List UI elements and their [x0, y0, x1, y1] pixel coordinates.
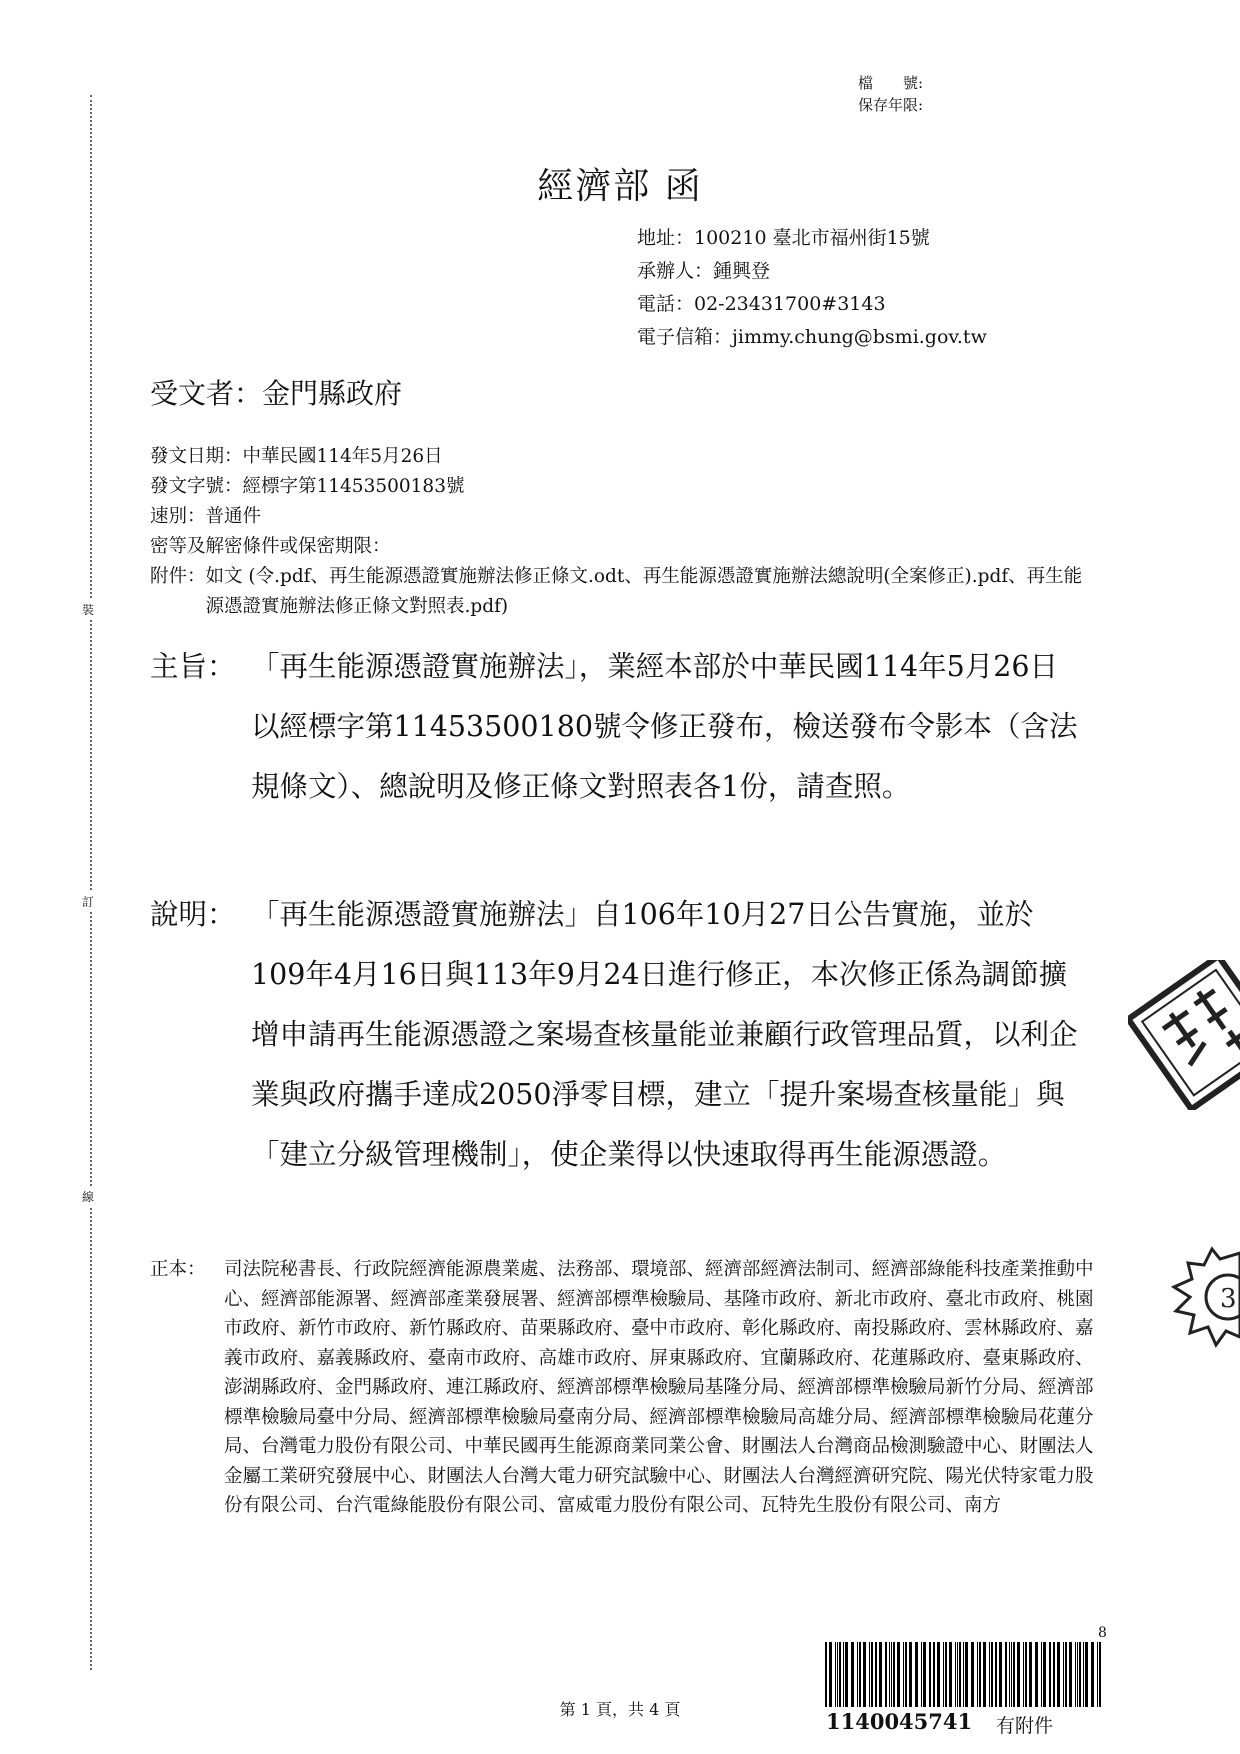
barcode-number: 1140045741 — [826, 1709, 973, 1734]
cc-key: 正本： — [150, 1259, 206, 1280]
page-seal-icon — [1168, 1245, 1240, 1355]
handler-line: 承辦人：鍾興登 — [637, 260, 771, 282]
contact-block — [637, 222, 987, 354]
address-line: 地址：100210 臺北市福州街15號 — [637, 227, 930, 249]
explanation-section — [150, 885, 1108, 1185]
binding-char-zhuang: 裝 — [82, 600, 94, 620]
file-number-label: 檔 號: — [858, 74, 924, 92]
speed-class: 速別：普通件 — [150, 506, 262, 527]
cc-text: 司法院秘書長、行政院經濟能源農業處、法務部、環境部、經濟部經濟法制司、經濟部綠能科技產業推動中心、經濟部能源署、經濟部產業發展署、經濟部標準檢驗局、基隆市政府、新北市政府、臺北市政府、桃園市政府、新竹市政府、新竹縣政府、苗栗縣政府、臺中市政府、彰化縣政府、南投縣政府、雲林縣政府、嘉義市政府、嘉義縣政府、臺南市政府、高雄市政府、屏東縣政府、宜蘭縣政府、花蓮縣政府、臺東縣政府、澎湖縣政府、金門縣政府、連江縣政府、經濟部標準檢驗局基隆分局、經濟部標準檢驗局新竹分局、經濟部標準檢驗局臺中分局、經濟部標準檢驗局臺南分局、經濟部標準檢驗局高雄分局、經濟部標準檢驗局花蓮分局、台灣電力股份有限公司、中華民國再生能源商業同業公會、財團法人台灣商品檢測驗證中心、財團法人金屬工業研究發展中心、財團法人台灣大電力研究試驗中心、財團法人台灣經濟研究院、陽光伏特家電力股份有限公司、台汽電綠能股份有限公司、富威電力股份有限公司、瓦特先生股份有限公司、南方 — [224, 1259, 1094, 1516]
cc-section — [150, 1255, 1110, 1521]
subject-key: 主旨： — [150, 650, 236, 683]
file-meta — [858, 72, 923, 116]
document-title: 經濟部 函 — [537, 166, 703, 207]
seal-page-digit: 3 — [1220, 1284, 1237, 1314]
page-number: 第 1 頁，共 4 頁 — [559, 1700, 681, 1719]
explanation-key: 說明： — [150, 898, 236, 931]
binding-char-xian: 線 — [82, 1187, 94, 1207]
document-meta — [150, 442, 1084, 622]
recipient: 受文者：金門縣政府 — [150, 377, 403, 410]
explanation-text: 「再生能源憑證實施辦法」自106年10月27日公告實施，並於109年4月16日與113年9月24日進行修正，本次修正係為調節擴增申請再生能源憑證之案場查核量能並兼顧行政管理品質，以利企業與政府攜手達成2050淨零目標，建立「提升案場查核量能」與「建立分級管理機制」，使企業得以快速取得再生能源憑證。 — [251, 898, 1078, 1171]
binding-dotted-line — [90, 95, 92, 1670]
attachment-value: 如文 (令.pdf、再生能源憑證實施辦法修正條文.odt、再生能源憑證實施辦法總說明(全案修正).pdf、再生能源憑證實施辦法修正條文對照表.pdf) — [205, 566, 1083, 617]
secrecy-level: 密等及解密條件或保密期限： — [150, 536, 391, 557]
attachment-key: 附件： — [150, 566, 206, 587]
corner-number: 8 — [1098, 1625, 1107, 1641]
issue-date: 發文日期：中華民國114年5月26日 — [150, 446, 443, 467]
attachment-line — [150, 562, 1084, 622]
subject-section — [150, 637, 1108, 817]
seal-stamp — [1128, 960, 1240, 1110]
attachment-flag: 有附件 — [996, 1715, 1054, 1737]
phone-line: 電話：02-23431700#3143 — [637, 293, 886, 315]
subject-text: 「再生能源憑證實施辦法」，業經本部於中華民國114年5月26日以經標字第11453500180號令修正發布，檢送發布令影本（含法規條文）、總說明及修正條文對照表各1份，請查照。 — [251, 650, 1078, 803]
binding-char-ding: 訂 — [82, 892, 94, 912]
document-number: 發文字號：經標字第11453500183號 — [150, 476, 465, 497]
retention-label: 保存年限: — [858, 96, 924, 114]
email-line: 電子信箱：jimmy.chung@bsmi.gov.tw — [637, 326, 987, 348]
